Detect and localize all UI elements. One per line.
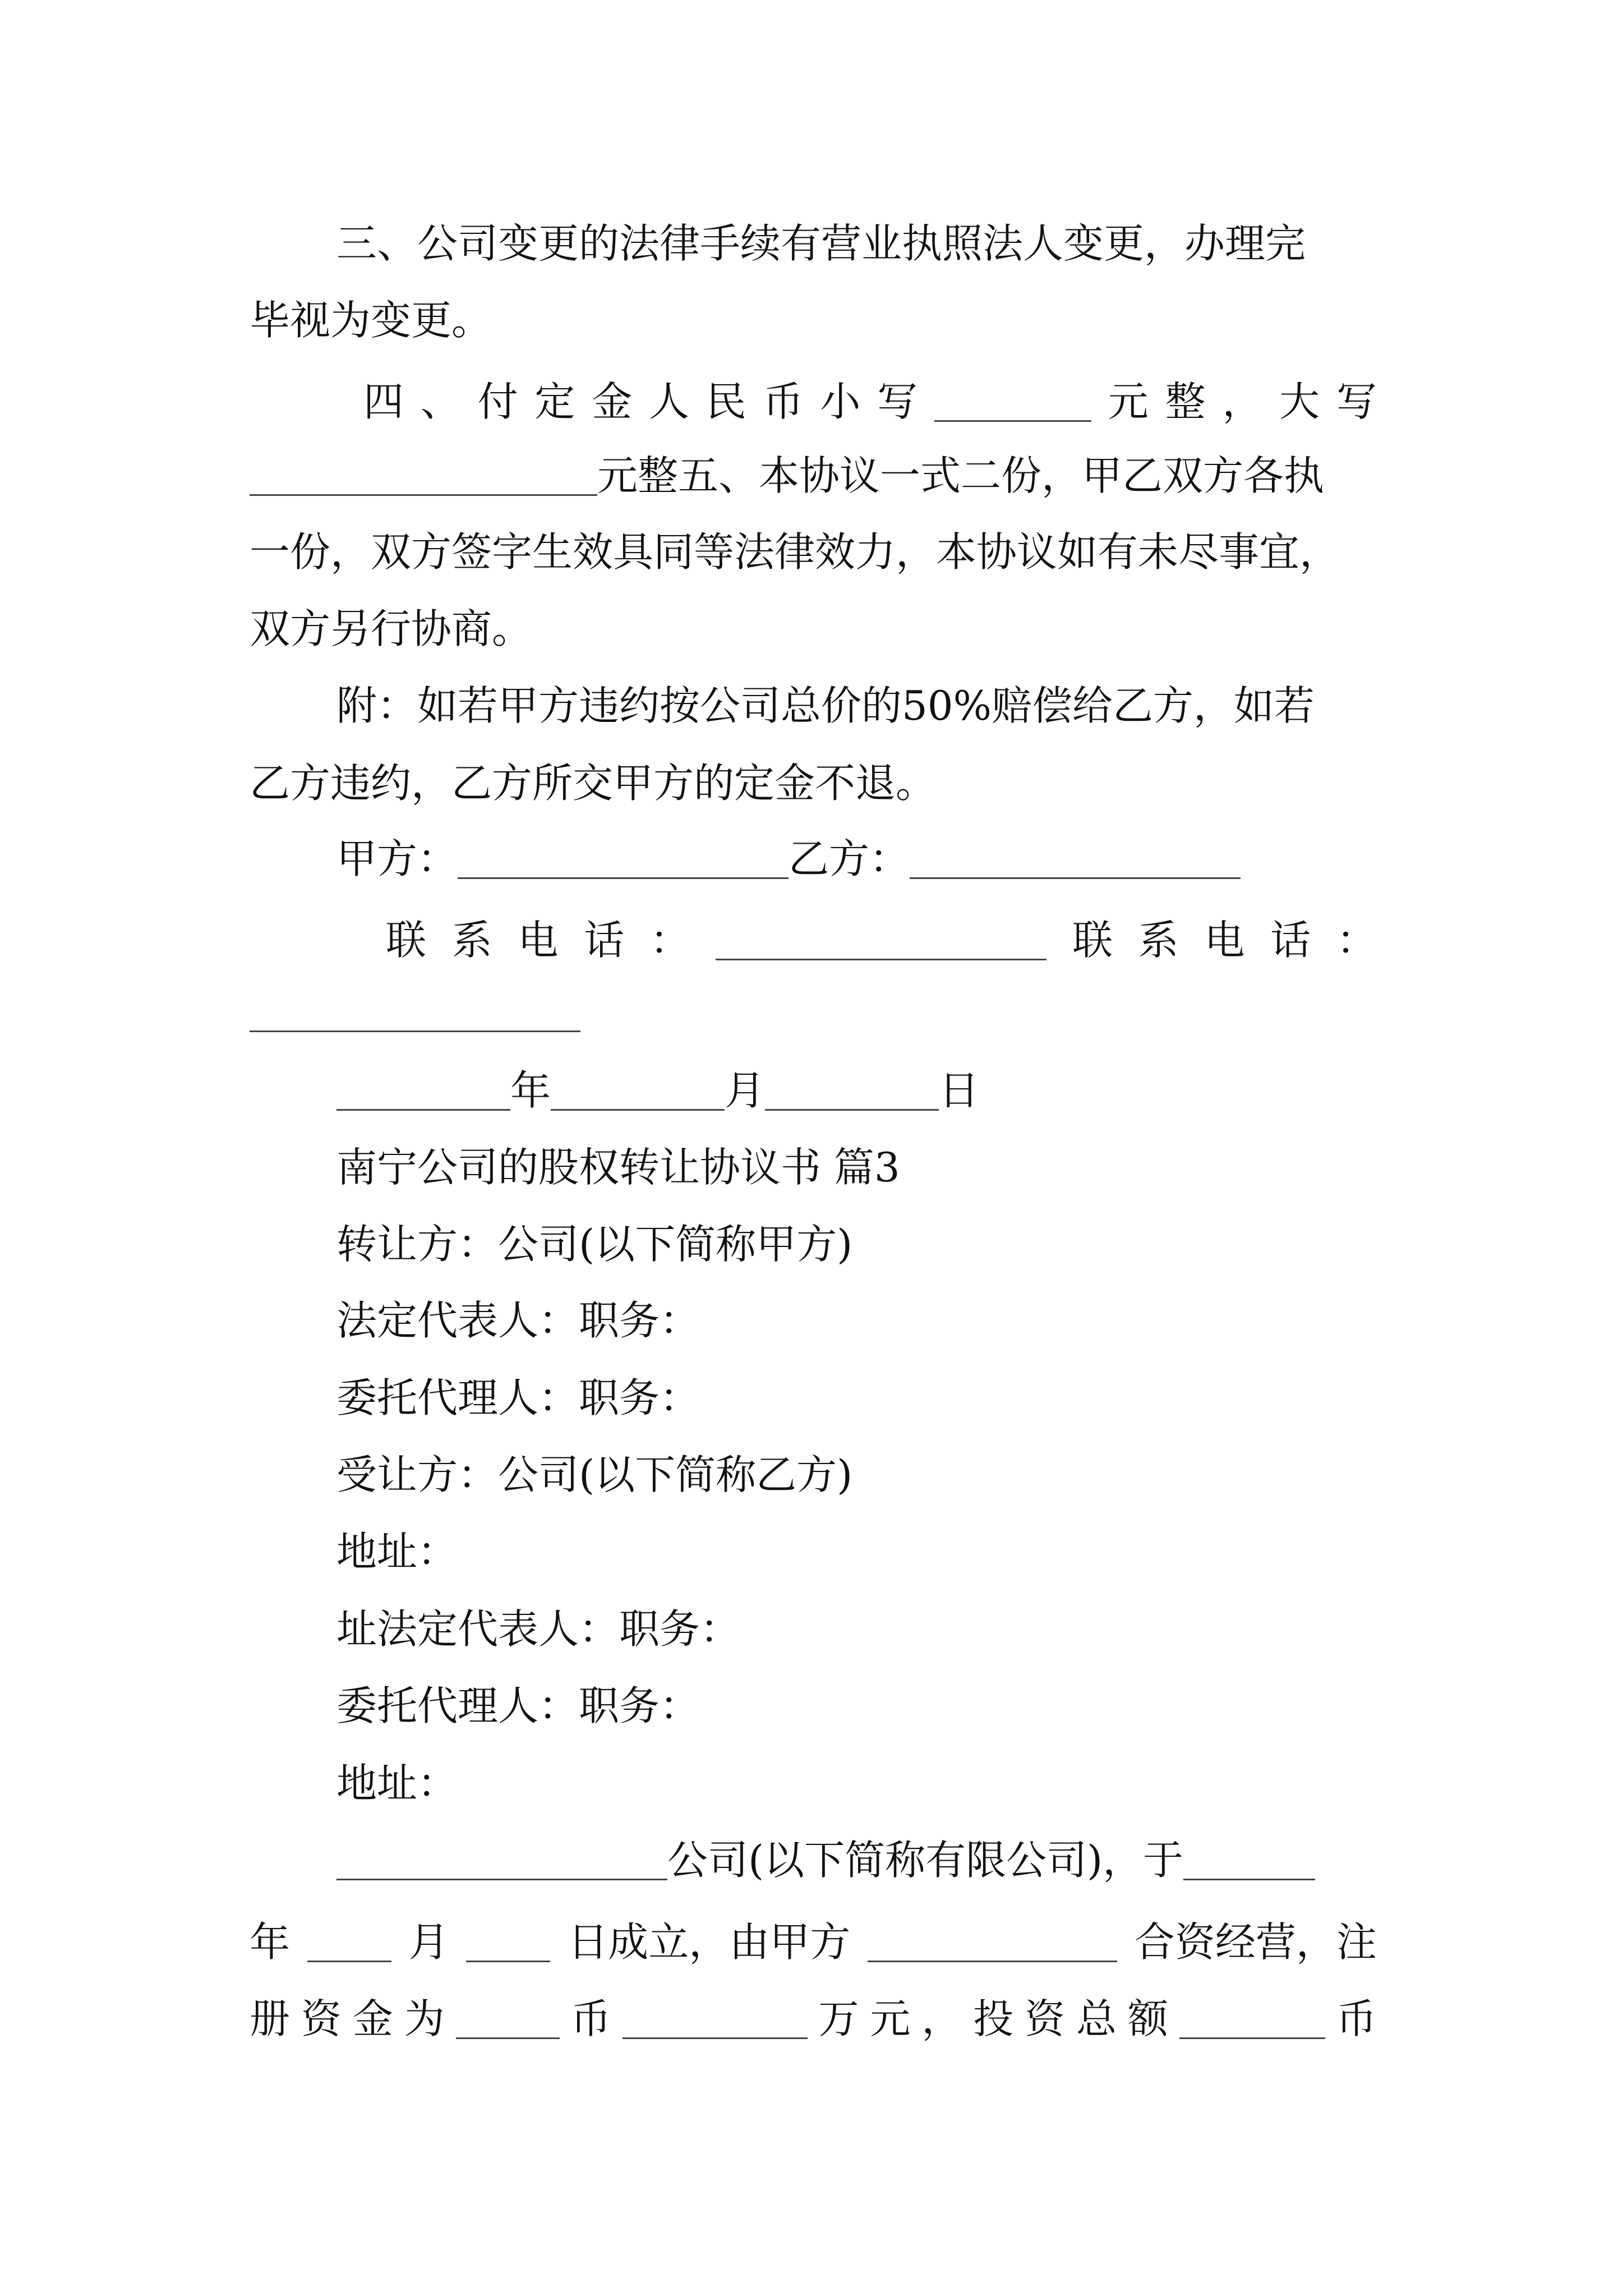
established-year-blank[interactable]	[1183, 1844, 1315, 1880]
currency-blank[interactable]	[456, 2003, 560, 2039]
phone-b-blank[interactable]	[250, 996, 580, 1032]
party-b-label: 乙方：	[789, 835, 910, 882]
field-legal-rep-b: 址法定代表人：职务：	[336, 1605, 741, 1653]
char: 联	[386, 917, 427, 964]
company-name-blank[interactable]	[336, 1844, 667, 1880]
char: 话	[584, 917, 625, 964]
field-address-b: 地址：	[336, 1760, 458, 1807]
company-line2	[250, 1917, 1377, 1966]
para4-line3: 一份，双方签字生效具同等法律效力，本协议如有未尽事宜，	[250, 528, 1340, 576]
char: ：	[1336, 917, 1377, 964]
company-line3	[250, 1994, 1377, 2042]
party-a-partner-blank[interactable]	[868, 1926, 1117, 1962]
month-blank[interactable]	[551, 1074, 725, 1111]
field-agent-a: 委托代理人：职务：	[336, 1374, 700, 1421]
char: 民	[706, 378, 746, 425]
char: 总	[1076, 1995, 1117, 2042]
para4-line4: 双方另行协商。	[250, 605, 533, 652]
attach-line2: 乙方违约，乙方所交甲方的定金不退。	[250, 760, 937, 807]
char: 金	[592, 378, 633, 425]
char: 投	[973, 1995, 1014, 2042]
char: 元	[870, 1995, 911, 2042]
date-line	[336, 1067, 1377, 1115]
phone-line	[386, 915, 1377, 964]
char: 、	[420, 378, 461, 425]
char: ，	[921, 1995, 962, 2042]
currency-label: 币	[1336, 1995, 1377, 2042]
field-legal-rep-a: 法定代表人：职务：	[336, 1297, 700, 1344]
char: 写	[877, 378, 918, 425]
field-address-a: 地址：	[336, 1528, 458, 1575]
char: 付	[477, 378, 518, 425]
year-blank[interactable]	[336, 1074, 510, 1111]
field-transferor: 转让方：公司(以下简称甲方)	[336, 1221, 853, 1268]
company-line1	[336, 1837, 1377, 1885]
char: 金	[352, 1995, 393, 2042]
char: 四	[363, 378, 404, 425]
char: 币	[763, 378, 804, 425]
char: 系	[1138, 917, 1179, 964]
attach-line1: 附：如若甲方违约按公司总价的50%赔偿给乙方，如若	[336, 682, 1315, 729]
company-line1-text: 公司(以下简称有限公司)，于	[667, 1837, 1184, 1884]
char: 人	[648, 378, 689, 425]
char: 资	[301, 1995, 342, 2042]
total-investment-blank[interactable]	[1179, 2003, 1325, 2039]
para4-line1	[363, 377, 1377, 425]
company-line2-after: 合资经营，注	[1134, 1918, 1377, 1966]
char: 系	[451, 917, 492, 964]
char: 大	[1279, 378, 1320, 425]
char: 定	[534, 378, 575, 425]
established-year2-blank[interactable]	[307, 1926, 391, 1962]
month-label: 月	[725, 1067, 766, 1114]
phone-b-line	[250, 992, 1377, 1037]
char: 联	[1072, 917, 1113, 964]
registered-capital-blank[interactable]	[623, 2003, 808, 2039]
company-line2-text: 日成立，由甲方	[568, 1918, 851, 1966]
para4-line2	[250, 452, 1377, 500]
section-title: 南宁公司的股权转让协议书 篇3	[336, 1144, 900, 1191]
signature-line	[336, 835, 1377, 884]
char: 册	[250, 1995, 291, 2042]
para3-line1: 三、公司变更的法律手续有营业执照法人变更，办理完	[336, 220, 1306, 267]
para4-line2-text: 元整五、本协议一式二份，甲乙双方各执	[597, 452, 1325, 499]
char: 电	[518, 917, 559, 964]
phone-a-blank[interactable]	[716, 924, 1046, 960]
char: 话	[1270, 917, 1311, 964]
char: 元	[1108, 378, 1149, 425]
char: 资	[1025, 1995, 1066, 2042]
char: 写	[1336, 378, 1377, 425]
char: 整	[1165, 378, 1206, 425]
char: 小	[820, 378, 861, 425]
char: ：	[649, 917, 690, 964]
month-label: 月	[408, 1918, 449, 1966]
party-a-label: 甲方：	[336, 835, 458, 882]
field-transferee: 受让方：公司(以下简称乙方)	[336, 1451, 853, 1498]
char: 额	[1127, 1995, 1168, 2042]
day-label: 日	[939, 1067, 980, 1114]
established-month-blank[interactable]	[466, 1926, 550, 1962]
para3-line2: 毕视为变更。	[250, 297, 492, 344]
year-label: 年	[510, 1067, 551, 1114]
field-agent-b: 委托代理人：职务：	[336, 1682, 700, 1729]
char: ，	[1222, 378, 1263, 425]
char: 电	[1204, 917, 1245, 964]
party-a-blank[interactable]	[458, 843, 789, 879]
year-label: 年	[250, 1918, 291, 1966]
amount-uppercase-blank[interactable]	[250, 459, 597, 496]
amount-lowercase-blank[interactable]	[934, 385, 1091, 422]
day-blank[interactable]	[765, 1074, 939, 1111]
char: 为	[404, 1995, 445, 2042]
char: 万	[818, 1995, 859, 2042]
party-b-blank[interactable]	[910, 843, 1241, 879]
currency-label: 币	[570, 1995, 611, 2042]
